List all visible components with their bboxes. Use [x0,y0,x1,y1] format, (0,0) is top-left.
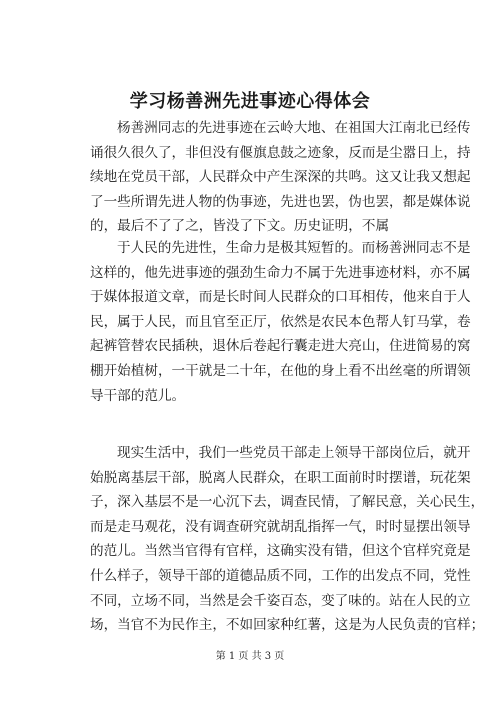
text-line: 杨善洲同志的先进事迹在云岭大地、在祖国大江南北已经传 [117,120,471,136]
text-line: 什么样子，领导干部的道德品质不同，工作的出发点不同，党性 [90,567,471,584]
document-title: 学习杨善洲先进事迹心得体会 [129,91,371,112]
text-line: 的，最后不了了之，皆没了下文。历史证明，不属 [90,218,390,235]
text-line: 民，属于人民，而且官至正厅，依然是农民本色帮人钉马掌，卷 [90,313,471,330]
page-number-footer: 第 1 页 共 3 页 [215,651,285,662]
text-line: 棚开始植树，一干就是二十年，在他的身上看不出丝毫的所谓领 [90,362,471,379]
text-line: 导干部的范儿。 [90,387,186,404]
text-line: 了一些所谓先进人物的伪事迹，先进也罢，伪也罢，都是媒体说 [90,193,471,210]
text-line: 始脱离基层干部，脱离人民群众，在职工面前时时摆谱，玩花架 [90,469,471,486]
text-line: 这样的，他先进事迹的强劲生命力不属于先进事迹材料，亦不属 [90,264,471,281]
text-line: 的范儿。当然当官得有官样，这确实没有错，但这个官样究竟是 [90,543,471,560]
text-line: 起裤管替农民插秧，退休后卷起行囊走进大亮山，住进简易的窝 [90,338,471,355]
text-line: 于人民的先进性，生命力是极其短暂的。而杨善洲同志不是 [117,240,471,256]
text-line: 续地在党员干部，人民群众中产生深深的共鸣。这又让我又想起 [90,169,471,186]
text-line: 于媒体报道文章，而是长时间人民群众的口耳相传，他来自于人 [90,289,471,306]
text-line: 而是走马观花，没有调查研究就胡乱指挥一气，时时显摆出领导 [90,518,471,535]
paragraph-3 [90,441,485,638]
text-line: 诵很久很久了，非但没有偃旗息鼓之迹象，反而是尘嚣日上，持 [90,144,471,161]
paragraph-1 [90,116,471,239]
text-line: 子，深入基层不是一心沉下去，调查民情，了解民意，关心民生， [90,494,485,511]
text-line: 不同，立场不同，当然是会千姿百态，变了味的。站在人民的立 [90,592,471,609]
paragraph-2 [90,236,471,408]
text-line: 场，当官不为民作主，不如回家种红薯，这是为人民负责的官样； [90,617,485,634]
text-line: 现实生活中，我们一些党员干部走上领导干部岗位后，就开 [117,445,471,461]
